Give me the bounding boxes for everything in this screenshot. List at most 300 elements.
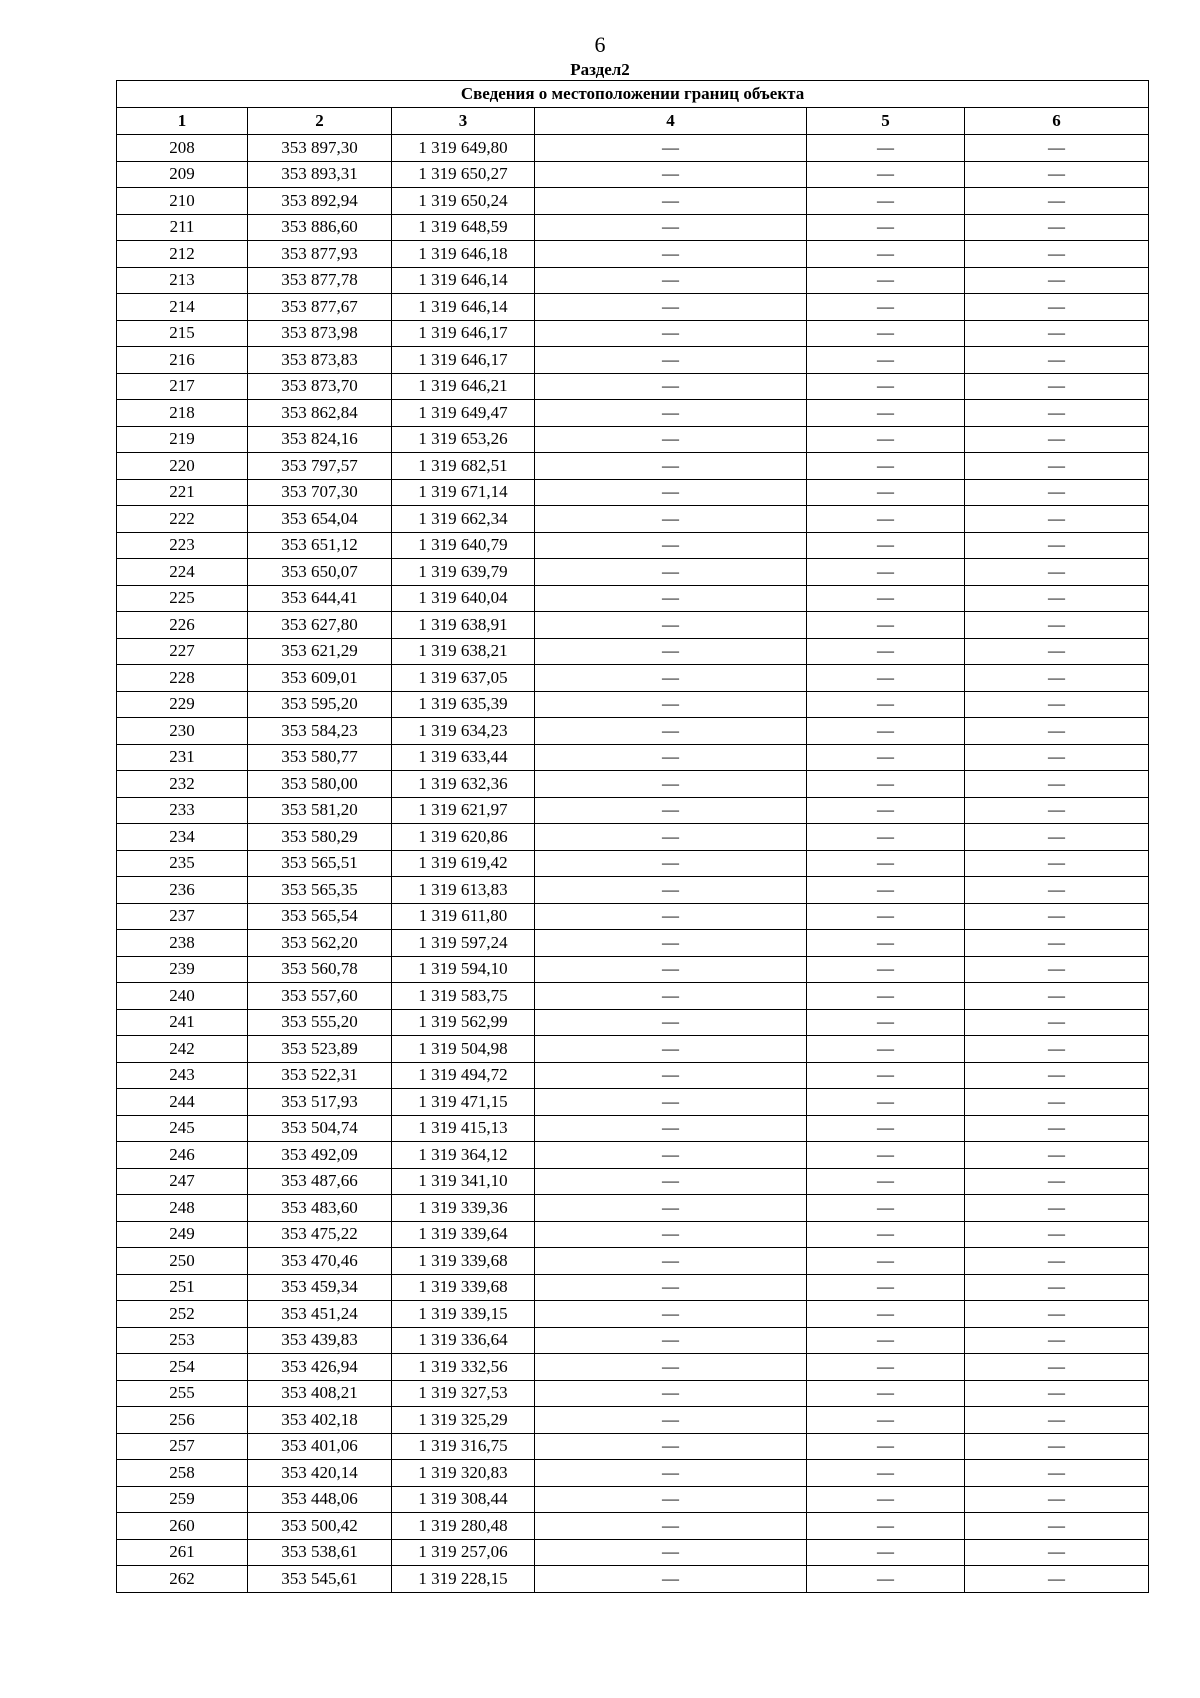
column-6-cell: — <box>965 1566 1149 1593</box>
point-number-cell: 259 <box>117 1486 248 1513</box>
column-4-cell: — <box>535 1009 807 1036</box>
column-6-cell: — <box>965 559 1149 586</box>
column-6-cell: — <box>965 1327 1149 1354</box>
point-number-cell: 252 <box>117 1301 248 1328</box>
column-6-cell: — <box>965 691 1149 718</box>
y-coordinate-cell: 1 319 646,18 <box>392 241 535 268</box>
column-6-cell: — <box>965 1195 1149 1222</box>
y-coordinate-cell: 1 319 671,14 <box>392 479 535 506</box>
column-4-cell: — <box>535 479 807 506</box>
point-number-cell: 239 <box>117 956 248 983</box>
column-6-cell: — <box>965 1301 1149 1328</box>
x-coordinate-cell: 353 595,20 <box>248 691 392 718</box>
column-header: 6 <box>965 108 1149 135</box>
column-6-cell: — <box>965 1354 1149 1381</box>
column-6-cell: — <box>965 532 1149 559</box>
column-5-cell: — <box>807 241 965 268</box>
x-coordinate-cell: 353 426,94 <box>248 1354 392 1381</box>
column-5-cell: — <box>807 665 965 692</box>
table-row <box>117 1221 1149 1248</box>
column-4-cell: — <box>535 1380 807 1407</box>
point-number-cell: 246 <box>117 1142 248 1169</box>
point-number-cell: 210 <box>117 188 248 215</box>
column-header-row <box>117 108 1149 135</box>
column-5-cell: — <box>807 1354 965 1381</box>
table-row <box>117 320 1149 347</box>
y-coordinate-cell: 1 319 633,44 <box>392 744 535 771</box>
y-coordinate-cell: 1 319 228,15 <box>392 1566 535 1593</box>
column-5-cell: — <box>807 1221 965 1248</box>
table-row <box>117 771 1149 798</box>
column-5-cell: — <box>807 718 965 745</box>
column-5-cell: — <box>807 1513 965 1540</box>
column-4-cell: — <box>535 1539 807 1566</box>
y-coordinate-cell: 1 319 646,14 <box>392 267 535 294</box>
column-4-cell: — <box>535 612 807 639</box>
y-coordinate-cell: 1 319 649,47 <box>392 400 535 427</box>
x-coordinate-cell: 353 580,29 <box>248 824 392 851</box>
table-row <box>117 665 1149 692</box>
table-row <box>117 559 1149 586</box>
x-coordinate-cell: 353 483,60 <box>248 1195 392 1222</box>
column-5-cell: — <box>807 956 965 983</box>
table-row <box>117 1407 1149 1434</box>
table-row <box>117 1433 1149 1460</box>
column-6-cell: — <box>965 1036 1149 1063</box>
column-6-cell: — <box>965 1089 1149 1116</box>
column-5-cell: — <box>807 877 965 904</box>
column-4-cell: — <box>535 850 807 877</box>
point-number-cell: 237 <box>117 903 248 930</box>
column-6-cell: — <box>965 718 1149 745</box>
column-5-cell: — <box>807 1115 965 1142</box>
y-coordinate-cell: 1 319 325,29 <box>392 1407 535 1434</box>
boundary-coordinates-table <box>116 80 1149 1593</box>
column-6-cell: — <box>965 506 1149 533</box>
column-4-cell: — <box>535 400 807 427</box>
column-5-cell: — <box>807 1539 965 1566</box>
table-row <box>117 1539 1149 1566</box>
point-number-cell: 233 <box>117 797 248 824</box>
point-number-cell: 224 <box>117 559 248 586</box>
column-6-cell: — <box>965 267 1149 294</box>
point-number-cell: 253 <box>117 1327 248 1354</box>
column-4-cell: — <box>535 1195 807 1222</box>
y-coordinate-cell: 1 319 632,36 <box>392 771 535 798</box>
column-6-cell: — <box>965 135 1149 162</box>
column-4-cell: — <box>535 320 807 347</box>
column-6-cell: — <box>965 1486 1149 1513</box>
table-row <box>117 638 1149 665</box>
column-6-cell: — <box>965 1115 1149 1142</box>
table-row <box>117 1486 1149 1513</box>
x-coordinate-cell: 353 897,30 <box>248 135 392 162</box>
column-4-cell: — <box>535 1062 807 1089</box>
column-5-cell: — <box>807 1433 965 1460</box>
column-5-cell: — <box>807 373 965 400</box>
column-5-cell: — <box>807 1274 965 1301</box>
column-5-cell: — <box>807 1380 965 1407</box>
y-coordinate-cell: 1 319 316,75 <box>392 1433 535 1460</box>
column-4-cell: — <box>535 188 807 215</box>
table-row <box>117 1327 1149 1354</box>
table-row <box>117 1274 1149 1301</box>
column-4-cell: — <box>535 797 807 824</box>
y-coordinate-cell: 1 319 562,99 <box>392 1009 535 1036</box>
column-5-cell: — <box>807 1195 965 1222</box>
point-number-cell: 231 <box>117 744 248 771</box>
x-coordinate-cell: 353 402,18 <box>248 1407 392 1434</box>
column-6-cell: — <box>965 1433 1149 1460</box>
column-4-cell: — <box>535 373 807 400</box>
column-6-cell: — <box>965 479 1149 506</box>
table-row <box>117 1301 1149 1328</box>
column-4-cell: — <box>535 532 807 559</box>
column-4-cell: — <box>535 638 807 665</box>
y-coordinate-cell: 1 319 597,24 <box>392 930 535 957</box>
point-number-cell: 220 <box>117 453 248 480</box>
column-5-cell: — <box>807 1407 965 1434</box>
column-4-cell: — <box>535 1274 807 1301</box>
x-coordinate-cell: 353 565,35 <box>248 877 392 904</box>
point-number-cell: 213 <box>117 267 248 294</box>
column-5-cell: — <box>807 294 965 321</box>
column-5-cell: — <box>807 1142 965 1169</box>
point-number-cell: 243 <box>117 1062 248 1089</box>
column-4-cell: — <box>535 135 807 162</box>
column-6-cell: — <box>965 824 1149 851</box>
x-coordinate-cell: 353 873,98 <box>248 320 392 347</box>
point-number-cell: 255 <box>117 1380 248 1407</box>
column-4-cell: — <box>535 559 807 586</box>
point-number-cell: 238 <box>117 930 248 957</box>
column-4-cell: — <box>535 1566 807 1593</box>
x-coordinate-cell: 353 627,80 <box>248 612 392 639</box>
column-4-cell: — <box>535 241 807 268</box>
column-4-cell: — <box>535 824 807 851</box>
column-6-cell: — <box>965 771 1149 798</box>
point-number-cell: 232 <box>117 771 248 798</box>
column-5-cell: — <box>807 506 965 533</box>
point-number-cell: 258 <box>117 1460 248 1487</box>
y-coordinate-cell: 1 319 646,17 <box>392 347 535 374</box>
column-4-cell: — <box>535 1115 807 1142</box>
column-header: 4 <box>535 108 807 135</box>
table-row <box>117 267 1149 294</box>
column-5-cell: — <box>807 453 965 480</box>
point-number-cell: 214 <box>117 294 248 321</box>
column-6-cell: — <box>965 1168 1149 1195</box>
column-4-cell: — <box>535 1407 807 1434</box>
point-number-cell: 257 <box>117 1433 248 1460</box>
y-coordinate-cell: 1 319 339,36 <box>392 1195 535 1222</box>
column-6-cell: — <box>965 903 1149 930</box>
point-number-cell: 234 <box>117 824 248 851</box>
x-coordinate-cell: 353 500,42 <box>248 1513 392 1540</box>
x-coordinate-cell: 353 580,77 <box>248 744 392 771</box>
table-row <box>117 294 1149 321</box>
column-6-cell: — <box>965 1513 1149 1540</box>
point-number-cell: 209 <box>117 161 248 188</box>
x-coordinate-cell: 353 459,34 <box>248 1274 392 1301</box>
column-4-cell: — <box>535 1460 807 1487</box>
column-4-cell: — <box>535 771 807 798</box>
x-coordinate-cell: 353 877,78 <box>248 267 392 294</box>
column-5-cell: — <box>807 1168 965 1195</box>
x-coordinate-cell: 353 538,61 <box>248 1539 392 1566</box>
column-4-cell: — <box>535 294 807 321</box>
column-4-cell: — <box>535 1089 807 1116</box>
table-row <box>117 797 1149 824</box>
column-5-cell: — <box>807 691 965 718</box>
x-coordinate-cell: 353 862,84 <box>248 400 392 427</box>
column-6-cell: — <box>965 797 1149 824</box>
column-6-cell: — <box>965 214 1149 241</box>
point-number-cell: 225 <box>117 585 248 612</box>
column-4-cell: — <box>535 744 807 771</box>
table-row <box>117 161 1149 188</box>
column-5-cell: — <box>807 903 965 930</box>
x-coordinate-cell: 353 470,46 <box>248 1248 392 1275</box>
column-4-cell: — <box>535 1301 807 1328</box>
column-6-cell: — <box>965 877 1149 904</box>
x-coordinate-cell: 353 893,31 <box>248 161 392 188</box>
x-coordinate-cell: 353 555,20 <box>248 1009 392 1036</box>
table-row <box>117 585 1149 612</box>
table-row <box>117 1248 1149 1275</box>
column-4-cell: — <box>535 903 807 930</box>
y-coordinate-cell: 1 319 682,51 <box>392 453 535 480</box>
column-5-cell: — <box>807 744 965 771</box>
table-row <box>117 718 1149 745</box>
x-coordinate-cell: 353 557,60 <box>248 983 392 1010</box>
table-caption: Сведения о местоположении границ объекта <box>117 81 1149 108</box>
y-coordinate-cell: 1 319 640,79 <box>392 532 535 559</box>
y-coordinate-cell: 1 319 364,12 <box>392 1142 535 1169</box>
y-coordinate-cell: 1 319 621,97 <box>392 797 535 824</box>
x-coordinate-cell: 353 609,01 <box>248 665 392 692</box>
column-6-cell: — <box>965 1009 1149 1036</box>
y-coordinate-cell: 1 319 494,72 <box>392 1062 535 1089</box>
column-6-cell: — <box>965 188 1149 215</box>
column-6-cell: — <box>965 956 1149 983</box>
table-row <box>117 1513 1149 1540</box>
point-number-cell: 230 <box>117 718 248 745</box>
column-5-cell: — <box>807 850 965 877</box>
table-row <box>117 824 1149 851</box>
point-number-cell: 222 <box>117 506 248 533</box>
column-5-cell: — <box>807 188 965 215</box>
table-row <box>117 930 1149 957</box>
x-coordinate-cell: 353 408,21 <box>248 1380 392 1407</box>
y-coordinate-cell: 1 319 320,83 <box>392 1460 535 1487</box>
table-row <box>117 426 1149 453</box>
y-coordinate-cell: 1 319 638,21 <box>392 638 535 665</box>
point-number-cell: 260 <box>117 1513 248 1540</box>
column-header: 2 <box>248 108 392 135</box>
page-number: 6 <box>594 32 606 57</box>
column-5-cell: — <box>807 1089 965 1116</box>
x-coordinate-cell: 353 580,00 <box>248 771 392 798</box>
table-row <box>117 956 1149 983</box>
x-coordinate-cell: 353 644,41 <box>248 585 392 612</box>
point-number-cell: 249 <box>117 1221 248 1248</box>
table-row <box>117 241 1149 268</box>
column-5-cell: — <box>807 1009 965 1036</box>
x-coordinate-cell: 353 797,57 <box>248 453 392 480</box>
table-row <box>117 1036 1149 1063</box>
column-5-cell: — <box>807 1327 965 1354</box>
y-coordinate-cell: 1 319 257,06 <box>392 1539 535 1566</box>
table-body <box>117 135 1149 1593</box>
x-coordinate-cell: 353 824,16 <box>248 426 392 453</box>
x-coordinate-cell: 353 886,60 <box>248 214 392 241</box>
x-coordinate-cell: 353 565,51 <box>248 850 392 877</box>
column-6-cell: — <box>965 1274 1149 1301</box>
y-coordinate-cell: 1 319 471,15 <box>392 1089 535 1116</box>
column-4-cell: — <box>535 718 807 745</box>
column-6-cell: — <box>965 1062 1149 1089</box>
table-row <box>117 506 1149 533</box>
y-coordinate-cell: 1 319 280,48 <box>392 1513 535 1540</box>
column-6-cell: — <box>965 294 1149 321</box>
column-4-cell: — <box>535 983 807 1010</box>
column-5-cell: — <box>807 400 965 427</box>
y-coordinate-cell: 1 319 504,98 <box>392 1036 535 1063</box>
table-row <box>117 532 1149 559</box>
column-4-cell: — <box>535 1433 807 1460</box>
point-number-cell: 208 <box>117 135 248 162</box>
column-6-cell: — <box>965 744 1149 771</box>
table-row <box>117 1354 1149 1381</box>
column-4-cell: — <box>535 1036 807 1063</box>
x-coordinate-cell: 353 517,93 <box>248 1089 392 1116</box>
point-number-cell: 242 <box>117 1036 248 1063</box>
y-coordinate-cell: 1 319 646,14 <box>392 294 535 321</box>
x-coordinate-cell: 353 621,29 <box>248 638 392 665</box>
point-number-cell: 219 <box>117 426 248 453</box>
point-number-cell: 212 <box>117 241 248 268</box>
y-coordinate-cell: 1 319 339,64 <box>392 1221 535 1248</box>
x-coordinate-cell: 353 877,93 <box>248 241 392 268</box>
column-5-cell: — <box>807 347 965 374</box>
column-5-cell: — <box>807 426 965 453</box>
column-4-cell: — <box>535 1168 807 1195</box>
y-coordinate-cell: 1 319 613,83 <box>392 877 535 904</box>
column-4-cell: — <box>535 426 807 453</box>
x-coordinate-cell: 353 581,20 <box>248 797 392 824</box>
point-number-cell: 254 <box>117 1354 248 1381</box>
column-6-cell: — <box>965 320 1149 347</box>
column-4-cell: — <box>535 1248 807 1275</box>
column-5-cell: — <box>807 1062 965 1089</box>
point-number-cell: 241 <box>117 1009 248 1036</box>
x-coordinate-cell: 353 584,23 <box>248 718 392 745</box>
column-6-cell: — <box>965 241 1149 268</box>
x-coordinate-cell: 353 651,12 <box>248 532 392 559</box>
column-4-cell: — <box>535 506 807 533</box>
column-5-cell: — <box>807 267 965 294</box>
x-coordinate-cell: 353 654,04 <box>248 506 392 533</box>
x-coordinate-cell: 353 562,20 <box>248 930 392 957</box>
column-5-cell: — <box>807 1248 965 1275</box>
table-row <box>117 612 1149 639</box>
y-coordinate-cell: 1 319 332,56 <box>392 1354 535 1381</box>
table-row <box>117 1142 1149 1169</box>
column-6-cell: — <box>965 983 1149 1010</box>
x-coordinate-cell: 353 475,22 <box>248 1221 392 1248</box>
point-number-cell: 227 <box>117 638 248 665</box>
point-number-cell: 262 <box>117 1566 248 1593</box>
column-4-cell: — <box>535 585 807 612</box>
column-4-cell: — <box>535 267 807 294</box>
column-5-cell: — <box>807 1036 965 1063</box>
y-coordinate-cell: 1 319 339,15 <box>392 1301 535 1328</box>
x-coordinate-cell: 353 650,07 <box>248 559 392 586</box>
table-row <box>117 1062 1149 1089</box>
column-6-cell: — <box>965 161 1149 188</box>
point-number-cell: 256 <box>117 1407 248 1434</box>
y-coordinate-cell: 1 319 594,10 <box>392 956 535 983</box>
column-header: 3 <box>392 108 535 135</box>
table-row <box>117 188 1149 215</box>
column-6-cell: — <box>965 1407 1149 1434</box>
y-coordinate-cell: 1 319 327,53 <box>392 1380 535 1407</box>
y-coordinate-cell: 1 319 640,04 <box>392 585 535 612</box>
column-6-cell: — <box>965 850 1149 877</box>
point-number-cell: 221 <box>117 479 248 506</box>
column-4-cell: — <box>535 1354 807 1381</box>
column-4-cell: — <box>535 877 807 904</box>
point-number-cell: 226 <box>117 612 248 639</box>
column-5-cell: — <box>807 1486 965 1513</box>
x-coordinate-cell: 353 522,31 <box>248 1062 392 1089</box>
column-5-cell: — <box>807 797 965 824</box>
y-coordinate-cell: 1 319 611,80 <box>392 903 535 930</box>
y-coordinate-cell: 1 319 339,68 <box>392 1274 535 1301</box>
column-5-cell: — <box>807 135 965 162</box>
y-coordinate-cell: 1 319 650,27 <box>392 161 535 188</box>
y-coordinate-cell: 1 319 415,13 <box>392 1115 535 1142</box>
column-6-cell: — <box>965 373 1149 400</box>
table-row <box>117 347 1149 374</box>
point-number-cell: 247 <box>117 1168 248 1195</box>
y-coordinate-cell: 1 319 646,21 <box>392 373 535 400</box>
column-5-cell: — <box>807 930 965 957</box>
point-number-cell: 250 <box>117 1248 248 1275</box>
point-number-cell: 245 <box>117 1115 248 1142</box>
point-number-cell: 216 <box>117 347 248 374</box>
column-4-cell: — <box>535 930 807 957</box>
table-row <box>117 400 1149 427</box>
y-coordinate-cell: 1 319 649,80 <box>392 135 535 162</box>
table-row <box>117 850 1149 877</box>
column-4-cell: — <box>535 956 807 983</box>
x-coordinate-cell: 353 565,54 <box>248 903 392 930</box>
column-5-cell: — <box>807 161 965 188</box>
table-row <box>117 903 1149 930</box>
column-6-cell: — <box>965 665 1149 692</box>
column-4-cell: — <box>535 1327 807 1354</box>
point-number-cell: 235 <box>117 850 248 877</box>
column-4-cell: — <box>535 1221 807 1248</box>
x-coordinate-cell: 353 504,74 <box>248 1115 392 1142</box>
column-5-cell: — <box>807 559 965 586</box>
y-coordinate-cell: 1 319 336,64 <box>392 1327 535 1354</box>
x-coordinate-cell: 353 877,67 <box>248 294 392 321</box>
x-coordinate-cell: 353 545,61 <box>248 1566 392 1593</box>
y-coordinate-cell: 1 319 639,79 <box>392 559 535 586</box>
